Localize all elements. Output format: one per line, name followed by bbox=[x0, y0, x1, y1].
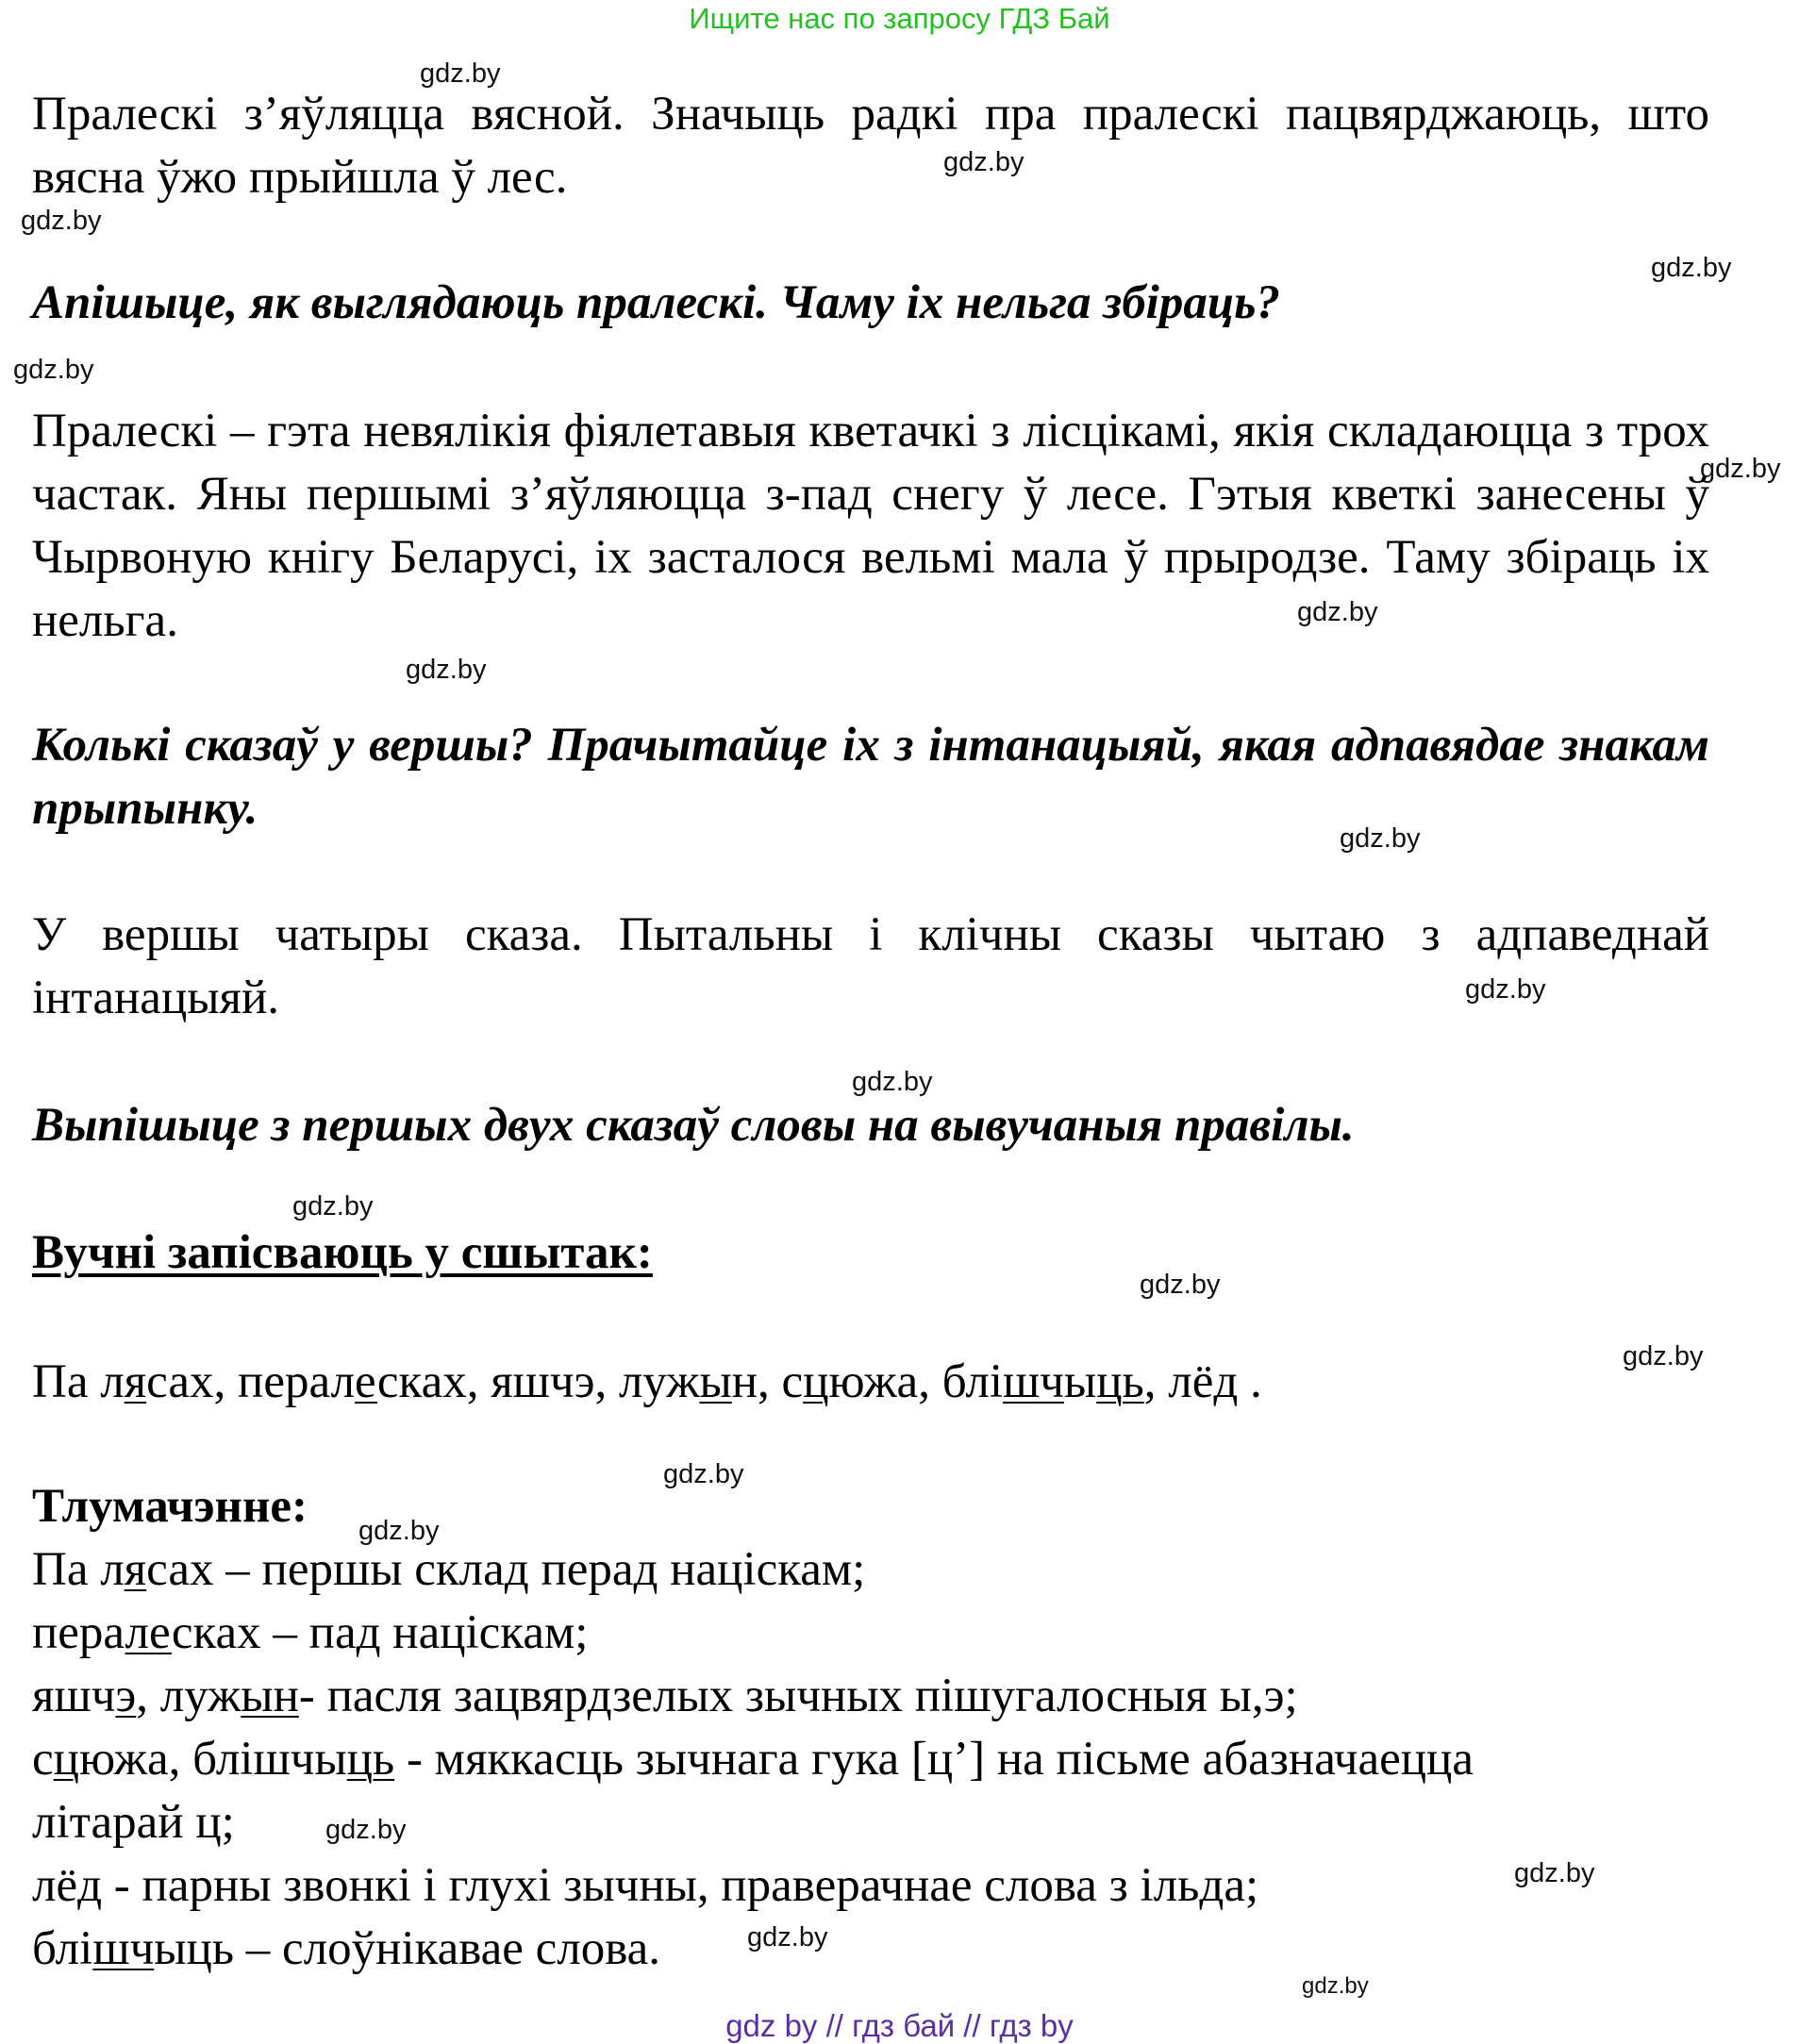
explanation-line-5: літарай ц; bbox=[32, 1796, 235, 1849]
word-text: южа, блі bbox=[828, 1355, 1003, 1408]
watermark: gdz.by bbox=[1700, 454, 1781, 484]
watermark: gdz.by bbox=[13, 355, 94, 385]
watermark: gdz.by bbox=[1623, 1341, 1704, 1371]
watermark: gdz.by bbox=[1514, 1858, 1595, 1888]
word-text: сах, пера bbox=[146, 1355, 331, 1408]
underlined-letter: ын bbox=[241, 1670, 299, 1722]
underlined-letter: ц bbox=[53, 1733, 79, 1786]
watermark: gdz.by bbox=[21, 206, 102, 236]
watermark: gdz.by bbox=[747, 1922, 828, 1953]
watermark: gdz.by bbox=[325, 1815, 407, 1845]
footer-links: gdz by // гдз бай // гдз by bbox=[725, 2008, 1074, 2043]
word-text: южа, блішчы bbox=[78, 1733, 347, 1786]
answer-paragraph-3: У вершы чатыры сказа. Пытальны і клічны сказы чытаю з адпаведнай інтанацыяй. bbox=[32, 908, 1709, 1024]
watermark: gdz.by bbox=[1465, 974, 1546, 1005]
underlined-letter: я bbox=[124, 1543, 147, 1596]
underlined-letter: д bbox=[1213, 1355, 1239, 1408]
underlined-letter: шч bbox=[1003, 1355, 1064, 1408]
watermark: gdz.by bbox=[1140, 1270, 1221, 1300]
question-2: Колькі сказаў у вершы? Прачытайце іх з інтанацыяй, якая адпавядае знакам прыпынку. bbox=[32, 719, 1709, 835]
watermark: gdz.by bbox=[292, 1191, 374, 1221]
underlined-letter: ц bbox=[803, 1355, 829, 1408]
question-3: Выпішыце з першых двух сказаў словы на вывучаныя правілы. bbox=[32, 1099, 1355, 1152]
explanation-list bbox=[32, 1538, 1709, 1981]
explanation-text: - пасля зацвярдзелых зычных пішугалосныя ы,э; bbox=[298, 1670, 1298, 1722]
explanation-line-6 bbox=[32, 1854, 1709, 1918]
word-text: с bbox=[32, 1733, 54, 1786]
explanation-heading: Тлумачэнне: bbox=[32, 1480, 308, 1533]
underlined-letter: д bbox=[77, 1859, 103, 1912]
explanation-text: - мяккасць зычнага гука [ц’] на пісьме абазначаецца bbox=[394, 1733, 1474, 1786]
underlined-letter: ць bbox=[346, 1733, 395, 1786]
underlined-letter: ы bbox=[699, 1355, 732, 1408]
underlined-letter: э bbox=[115, 1670, 137, 1722]
underlined-letter: е bbox=[355, 1355, 377, 1408]
word-text: Па л bbox=[32, 1355, 125, 1408]
word-text: , луж bbox=[136, 1670, 242, 1722]
explanation-text: сах – першы склад перад націскам; bbox=[146, 1543, 866, 1596]
word-text: блі bbox=[32, 1922, 93, 1975]
watermark: gdz.by bbox=[1297, 597, 1378, 627]
explanation-line-2 bbox=[32, 1602, 1709, 1665]
word-text: сках, яшчэ, луж bbox=[376, 1355, 700, 1408]
watermark: gdz.by bbox=[1302, 1973, 1369, 1999]
watermark: gdz.by bbox=[406, 655, 487, 685]
explanation-text: ыць – слоўнікавае слова. bbox=[154, 1922, 661, 1975]
word-text: лё bbox=[32, 1859, 78, 1912]
explanation-line-7 bbox=[32, 1918, 1709, 1981]
explanation-line-4 bbox=[32, 1728, 1709, 1791]
explanation-text: сках – пад націскам; bbox=[171, 1606, 589, 1659]
underlined-letter: я bbox=[124, 1355, 147, 1408]
explanation-text: - парны звонкі і глухі зычны, праверачнае слова з ільда; bbox=[102, 1859, 1259, 1912]
word-text: л bbox=[330, 1355, 356, 1408]
word-text: н, с bbox=[731, 1355, 804, 1408]
watermark: gdz.by bbox=[1340, 823, 1421, 854]
watermark: gdz.by bbox=[663, 1459, 744, 1489]
watermark: gdz.by bbox=[358, 1516, 440, 1546]
notebook-heading: Вучні запісваюць у сшытак: bbox=[32, 1226, 653, 1279]
word-text: пера bbox=[32, 1606, 125, 1659]
explanation-line-1 bbox=[32, 1538, 1709, 1602]
word-text: ы bbox=[1063, 1355, 1097, 1408]
word-text: . bbox=[1238, 1355, 1262, 1408]
answer-paragraph-2: Пралескі – гэта невялікія фіялетавыя кветачкі з лісцікамі, якія складаюцца з трох частак. Яны першымі з’яўляюцца з-пад снегу ў лесе. Гэтыя кветкі занесены ў Чырвоную кнігу Беларусі, іх засталося вельмі мала ў прыродзе. Таму збіраць іх нельга. bbox=[32, 405, 1709, 647]
underlined-letter: шч bbox=[92, 1922, 155, 1975]
watermark: gdz.by bbox=[943, 147, 1024, 177]
underlined-letter: ле bbox=[125, 1606, 172, 1659]
explanation-line-3 bbox=[32, 1665, 1709, 1728]
top-banner: Ищите нас по запросу ГДЗ Бай bbox=[689, 2, 1110, 35]
words-line bbox=[32, 1351, 1709, 1414]
word-text: Па л bbox=[32, 1543, 125, 1596]
watermark: gdz.by bbox=[852, 1067, 933, 1097]
underlined-letter: ць bbox=[1096, 1355, 1144, 1408]
question-1: Апішыце, як выглядаюць пралескі. Чаму іх нельга збіраць? bbox=[32, 276, 1280, 329]
watermark: gdz.by bbox=[420, 58, 501, 89]
word-text: яшч bbox=[32, 1670, 116, 1722]
watermark: gdz.by bbox=[1651, 253, 1732, 283]
answer-paragraph-1: Пралескі з’яўляцца вясной. Значыць радкі пра пралескі пацвярджаюць, што вясна ўжо прыйшла ў лес. bbox=[32, 88, 1709, 204]
word-text: , лё bbox=[1143, 1355, 1214, 1408]
